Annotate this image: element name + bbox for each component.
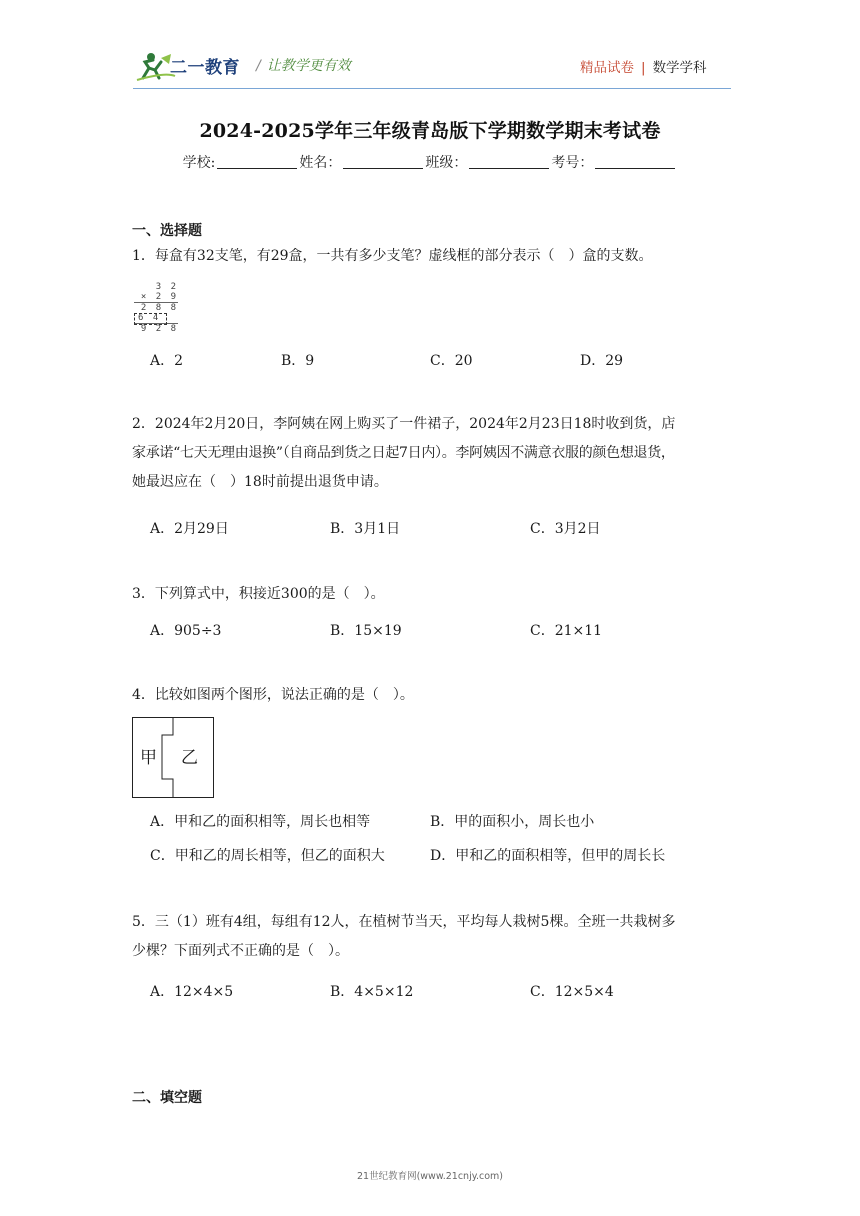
mult-row-5: 9 2 8 — [140, 324, 178, 334]
student-info-line — [0, 152, 860, 172]
number-blank[interactable] — [595, 156, 675, 169]
section-heading-fill: 二、填空题 — [132, 1090, 202, 1106]
q3-option-c[interactable]: C．21×11 — [530, 623, 603, 639]
q2-line-1: 2．2024年2月20日，李阿姨在网上购买了一件裙子，2024年2月23日18时收到货，店 — [132, 416, 676, 432]
page-footer: 21世纪教育网(www.21cnjy.com) — [356, 1171, 503, 1182]
q5-line-2: 少棵？下面列式不正确的是（ ）。 — [132, 943, 349, 959]
dashed-box — [134, 313, 167, 325]
q2-option-c[interactable]: C．3月2日 — [530, 521, 601, 537]
mult-row-4: 6 4 — [138, 313, 161, 323]
q4-option-c[interactable]: C．甲和乙的周长相等，但乙的面积大 — [150, 848, 385, 864]
slogan: / 让教学更有效 — [256, 58, 351, 74]
header-divider — [133, 88, 731, 89]
name-label: 姓名： — [299, 155, 342, 171]
q5-option-a[interactable]: A．12×4×5 — [150, 984, 234, 1000]
q2-option-a[interactable]: A．2月29日 — [150, 521, 229, 537]
slogan-text: 让教学更有效 — [266, 58, 351, 74]
q4-option-b[interactable]: B．甲的面积小，周长也小 — [430, 814, 595, 830]
q5-option-b[interactable]: B．4×5×12 — [330, 984, 414, 1000]
q1-option-a[interactable]: A．2 — [150, 353, 184, 369]
question-4-text: 4．比较如图两个图形，说法正确的是（ ）。 — [132, 687, 414, 703]
name-blank[interactable] — [343, 156, 423, 169]
q1-option-d[interactable]: D．29 — [580, 353, 624, 369]
q4-option-a[interactable]: A．甲和乙的面积相等，周长也相等 — [150, 814, 371, 830]
shape-jia-label: 甲 — [140, 748, 157, 768]
question-2-text — [132, 410, 732, 497]
question-5-text — [132, 908, 732, 966]
tag-separator: | — [641, 60, 646, 76]
q5-option-c[interactable]: C．12×5×4 — [530, 984, 614, 1000]
question-3-text: 3．下列算式中，积接近300的是（ ）。 — [132, 586, 385, 602]
q5-line-1: 5．三（1）班有4组，每组有12人，在植树节当天，平均每人栽树5棵。全班一共栽树多 — [132, 914, 676, 930]
q3-option-b[interactable]: B．15×19 — [330, 623, 402, 639]
q3-option-a[interactable]: A．905÷3 — [150, 623, 222, 639]
class-blank[interactable] — [469, 156, 549, 169]
number-label: 考号： — [551, 155, 594, 171]
tag-subject: 数学学科 — [652, 60, 707, 76]
q2-line-2: 家承诺“七天无理由退换”（自商品到货之日起7日内）。李阿姨因不满意衣服的颜色想退货， — [132, 445, 675, 461]
page-title: 2024-2025学年三年级青岛版下学期数学期末考试卷 — [199, 120, 661, 142]
q2-option-b[interactable]: B．3月1日 — [330, 521, 401, 537]
school-label: 学校: — [182, 155, 216, 171]
school-blank[interactable] — [217, 156, 297, 169]
question-1-text: 1．每盒有32支笔，有29盒，一共有多少支笔？虚线框的部分表示（ ）盒的支数。 — [132, 248, 653, 264]
q2-line-3: 她最迟应在（ ）18时前提出退货申请。 — [132, 474, 388, 490]
mult-row-2: × 2 9 — [140, 292, 178, 302]
mult-row-3: 2 8 8 — [140, 303, 178, 313]
tag-premium: 精品试卷 — [580, 60, 634, 76]
class-label: 班级： — [425, 155, 468, 171]
header-tags — [580, 56, 707, 76]
q1-option-b[interactable]: B．9 — [281, 353, 315, 369]
shape-yi-label: 乙 — [181, 748, 198, 768]
section-heading-choice: 一、选择题 — [132, 223, 202, 239]
q1-option-c[interactable]: C．20 — [430, 353, 473, 369]
multiplication-figure — [134, 282, 178, 336]
logo-text: 二一教育 — [170, 58, 240, 78]
q4-option-d[interactable]: D．甲和乙的面积相等，但甲的周长长 — [430, 848, 666, 864]
mult-row-1: 3 2 — [155, 282, 178, 292]
